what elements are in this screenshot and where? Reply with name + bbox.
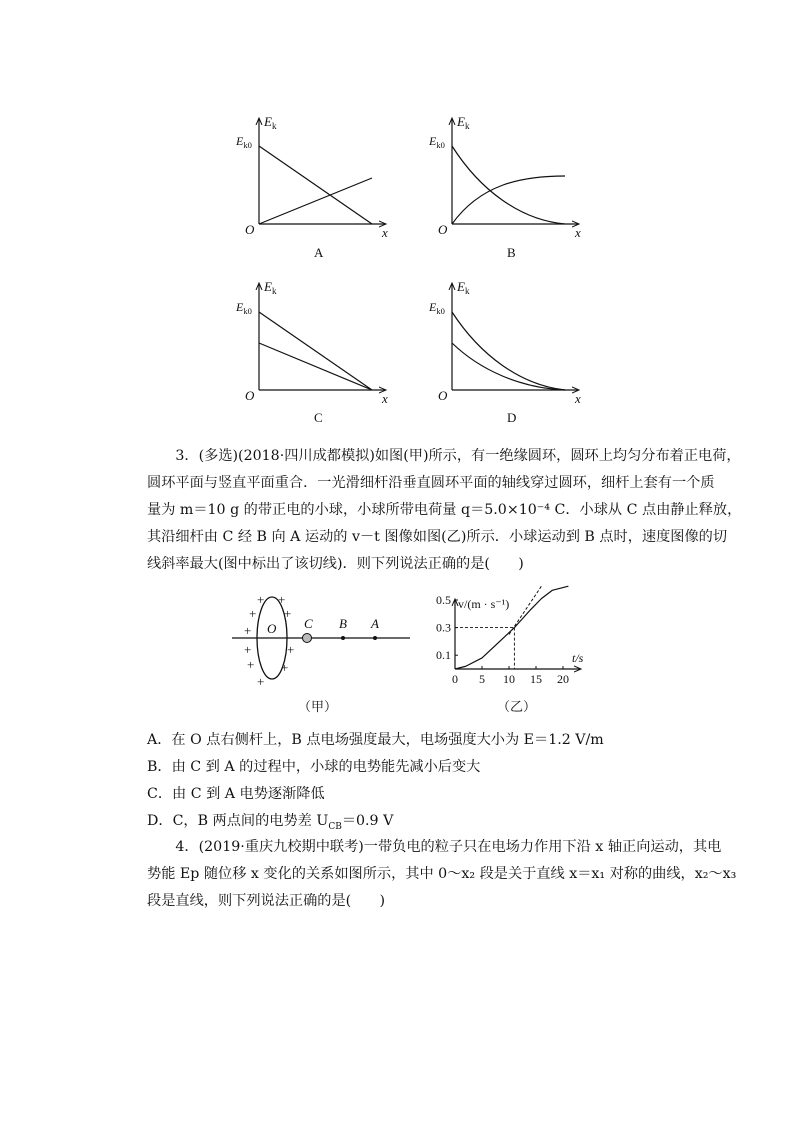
label-b: B [339,616,347,631]
graph-c-ek0: $E_{k0}$ [236,300,252,316]
graph-a-origin: O [245,222,255,237]
figure-yi [436,586,584,714]
vt-xlabel: t/s [572,651,584,665]
graph-c-line-1 [259,312,372,390]
graph-d-ek0: $E_{k0}$ [429,300,445,316]
plus-sign: + [247,657,255,672]
graph-b-increasing-curve [452,176,565,224]
figure-jia [232,592,410,714]
ek-graphs-figure [0,0,794,425]
graph-d-origin: O [438,388,448,403]
vt-x-tick-label: 0 [452,672,458,686]
graph-d [428,279,581,425]
question-4-text [147,834,737,915]
caption-yi: （乙） [497,699,537,714]
option-a[interactable] [147,729,604,749]
plus-sign: + [281,660,289,675]
option-c-text: C．由 C 到 A 电势逐渐降低 [147,786,325,802]
plus-sign: + [287,642,295,657]
plus-sign: + [249,606,257,621]
vt-x-tick-label: 10 [503,672,515,686]
graph-c-ylabel: $E_k$ [264,279,277,296]
graph-c-line-2 [259,343,372,390]
plus-sign: + [278,592,286,607]
q3-line-3: 量为 m＝10 g 的带正电的小球，小球所带电荷量 q＝5.0×10⁻⁴ C．小球从 C 点由静止释放， [147,502,742,518]
q4-line-1: 4．(2019·重庆九校期中联考)一带负电的粒子只在电场力作用下沿 x 轴正向运动，其电 [175,839,722,855]
graph-b-ylabel: $E_k$ [457,114,470,131]
graph-b-decreasing-curve [452,146,565,224]
graph-a-caption: A [314,245,324,260]
ball-c [303,634,312,643]
point-a [373,636,377,640]
plus-sign: + [244,642,252,657]
label-a: A [371,616,379,631]
vt-x-tick-label: 20 [557,672,569,686]
graph-d-curve-2 [452,343,565,390]
vt-x-tick-label: 15 [530,672,542,686]
graph-b-ek0: $E_{k0}$ [429,134,445,150]
q3-line-1: 3．(多选)(2018·四川成都模拟)如图(甲)所示，有一绝缘圆环，圆环上均匀分布着正电荷， [175,448,741,464]
plus-sign: + [257,592,265,607]
graph-b-xlabel: x [575,225,581,240]
graph-b-origin: O [438,222,448,237]
label-c: C [304,616,313,631]
graph-d-ylabel: $E_k$ [457,279,470,296]
label-o: O [267,621,277,636]
option-d-value: ＝0.9 V [341,813,394,829]
vt-tangent-line [509,586,541,634]
question-3-text [147,443,742,578]
q4-line-2: 势能 Ep 随位移 x 变化的关系如图所示，其中 0～x₂ 段是关于直线 x＝x₁ 对称的曲线，x₂～x₃ [147,866,737,882]
graph-a [235,114,388,260]
vt-y-tick-label: 0.1 [436,648,451,663]
point-b [341,636,345,640]
option-a-text: A．在 O 点右侧杆上，B 点电场强度最大，电场强度大小为 E＝1.2 V/m [147,732,604,748]
graph-b [428,114,581,260]
graph-d-caption: D [507,410,517,425]
option-c[interactable] [147,783,325,803]
q3-line-4: 其沿细杆由 C 经 B 向 A 运动的 v－t 图像如图(乙)所示．小球运动到 B 点时，速度图像的切 [147,529,728,545]
q4-line-3: 段是直线，则下列说法正确的是( ) [147,893,386,909]
option-b-text: B．由 C 到 A 的过程中，小球的电势能先减小后变大 [147,759,481,775]
vt-ylabel: v/(m · s⁻¹) [458,597,510,611]
option-d[interactable] [147,810,393,832]
graph-c [235,279,388,425]
graph-d-xlabel: x [575,391,581,406]
option-b[interactable] [147,756,480,776]
plus-sign: + [244,623,252,638]
plus-sign: + [257,674,265,689]
q3-figures [0,590,794,730]
option-d-text: D．C，B 两点间的电势差 U [147,813,329,829]
graph-c-origin: O [245,388,255,403]
vt-y-tick-label: 0.5 [436,593,451,607]
plus-sign: + [284,606,292,621]
graph-a-xlabel: x [382,225,388,240]
graph-a-ek0: $E_{k0}$ [236,134,252,150]
q3-line-5: 线斜率最大(图中标出了该切线)．则下列说法正确的是( ) [147,556,524,572]
graph-a-ylabel: $E_k$ [264,114,277,131]
graph-c-caption: C [314,410,323,425]
option-d-subscript: CB [328,821,342,832]
graph-b-caption: B [507,245,516,260]
vt-y-tick-label: 0.3 [436,620,451,635]
q3-line-2: 圆环平面与竖直平面重合．一光滑细杆沿垂直圆环平面的轴线穿过圆环，细杆上套有一个质 [147,475,715,491]
vt-x-tick-label: 5 [479,672,485,686]
graph-c-xlabel: x [382,391,388,406]
caption-jia: （甲） [298,699,338,714]
